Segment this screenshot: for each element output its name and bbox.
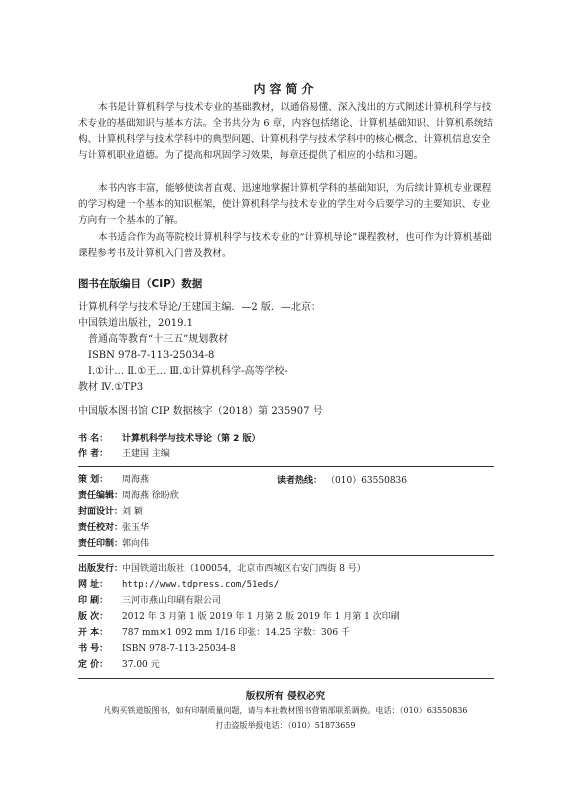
printer-row bbox=[78, 594, 221, 609]
field-label: 版 次： bbox=[78, 612, 109, 622]
field-label: 作 者： bbox=[78, 449, 109, 459]
proofread-row bbox=[78, 521, 149, 536]
field-value: 周海燕 徐盼欣 bbox=[122, 491, 179, 501]
cip-line: Ⅰ.①计… Ⅱ.①王… Ⅲ.①计算机科学-高等学校- bbox=[88, 366, 288, 377]
cip-line: 普通高等教育“十三五”规划教材 bbox=[88, 334, 229, 345]
cip-line: 计算机科学与技术导论/王建国主编．—2 版．—北京： bbox=[78, 302, 321, 313]
field-value: 中国铁道出版社（100054，北京市西城区右安门西街 8 号） bbox=[122, 564, 366, 574]
cip-line: 中国铁道出版社，2019.1 bbox=[78, 318, 193, 329]
field-label: 定 价： bbox=[78, 660, 109, 670]
intro-paragraph: 本书内容丰富，能够使读者直观、迅速地掌握计算机学科的基础知识，为后续计算机专业课程的学习构建一个基本的知识框架，使计算机科学与技术专业的学生对今后要学习的主要知识、专业方向有一个基本的了解。 bbox=[78, 183, 492, 226]
book-title-row bbox=[78, 432, 261, 447]
divider bbox=[78, 466, 494, 467]
field-value: （010）63550836 bbox=[326, 476, 408, 486]
field-value: 王建国 主编 bbox=[122, 449, 170, 459]
cip-line: ISBN 978-7-113-25034-8 bbox=[88, 350, 215, 361]
reader-hotline bbox=[277, 473, 407, 486]
field-value: 张玉华 bbox=[122, 523, 150, 533]
field-value: 周海燕 bbox=[122, 475, 150, 485]
field-label: 策 划： bbox=[78, 475, 109, 485]
field-value: 2012 年 3 月第 1 版 2019 年 1 月第 2 版 2019 年 1 月第 1 次印刷 bbox=[122, 612, 400, 622]
field-label: 责任校对： bbox=[78, 523, 124, 533]
edition-row bbox=[78, 610, 400, 625]
price-row bbox=[78, 658, 160, 673]
divider bbox=[78, 678, 494, 679]
field-label: 书 名： bbox=[78, 434, 109, 444]
cip-line: 教材 Ⅳ.①TP3 bbox=[78, 382, 144, 393]
field-label: 书 号： bbox=[78, 644, 109, 654]
url-row bbox=[78, 578, 279, 593]
quality-notice: 凡购买铁道版图书，如有印制质量问题，请与本社教材图书营销部联系调换。电话：（010）63550836 bbox=[103, 706, 468, 715]
planner-row bbox=[78, 473, 149, 488]
field-value: 787 mm×1 092 mm 1/16 印张：14.25 字数：306 千 bbox=[122, 628, 350, 638]
field-value: 三河市燕山印刷有限公司 bbox=[122, 596, 222, 606]
intro-paragraph: 本书是计算机科学与技术专业的基础教材，以通俗易懂、深入浅出的方式阐述计算机科学与技术专业的基础知识与基本方法。全书共分为 6 章，内容包括绪论、计算机基础知识、计算机系统结构、计算机科学与技术学科中的典型问题、计算机科学与技术学科中的核心概念、计算机信息安全与计算机职业道德。为了提高和巩固学习效果，每章还提供了相应的小结和习题。 bbox=[78, 102, 494, 161]
author-row bbox=[78, 447, 170, 462]
field-value: 37.00 元 bbox=[122, 660, 160, 670]
field-value: ISBN 978-7-113-25034-8 bbox=[122, 644, 236, 654]
field-value: http://www.tdpress.com/51eds/ bbox=[122, 580, 280, 590]
intro-title: 内容简介 bbox=[253, 82, 318, 96]
cip-line: 中国版本图书馆 CIP 数据核字（2018）第 235907 号 bbox=[78, 406, 323, 417]
format-row bbox=[78, 626, 350, 641]
piracy-hotline: 打击盗版举报电话：（010）51873659 bbox=[215, 721, 356, 730]
copyright-notice: 版权所有 侵权必究 bbox=[245, 691, 326, 702]
field-value: 计算机科学与技术导论（第 2 版） bbox=[122, 434, 261, 444]
field-label: 印 刷： bbox=[78, 596, 109, 606]
field-label: 责任印制： bbox=[78, 539, 124, 549]
editor-row bbox=[78, 489, 179, 504]
field-label: 封面设计： bbox=[78, 507, 124, 517]
field-label: 网 址： bbox=[78, 580, 109, 590]
field-value: 郭向伟 bbox=[122, 539, 150, 549]
field-label: 开 本： bbox=[78, 628, 109, 638]
field-label: 读者热线： bbox=[277, 476, 323, 486]
cover-design-row bbox=[78, 505, 143, 520]
isbn-row bbox=[78, 642, 236, 657]
publisher-row bbox=[78, 562, 366, 577]
cip-heading: 图书在版编目（CIP）数据 bbox=[78, 278, 203, 290]
divider bbox=[78, 555, 494, 556]
field-label: 出版发行： bbox=[78, 564, 124, 574]
print-manager-row bbox=[78, 537, 149, 552]
intro-paragraph: 本书适合作为高等院校计算机科学与技术专业的“计算机导论”课程教材，也可作为计算机基础课程参考书及计算机入门普及教材。 bbox=[78, 232, 492, 259]
field-value: 刘 颖 bbox=[122, 507, 143, 517]
field-label: 责任编辑： bbox=[78, 491, 124, 501]
